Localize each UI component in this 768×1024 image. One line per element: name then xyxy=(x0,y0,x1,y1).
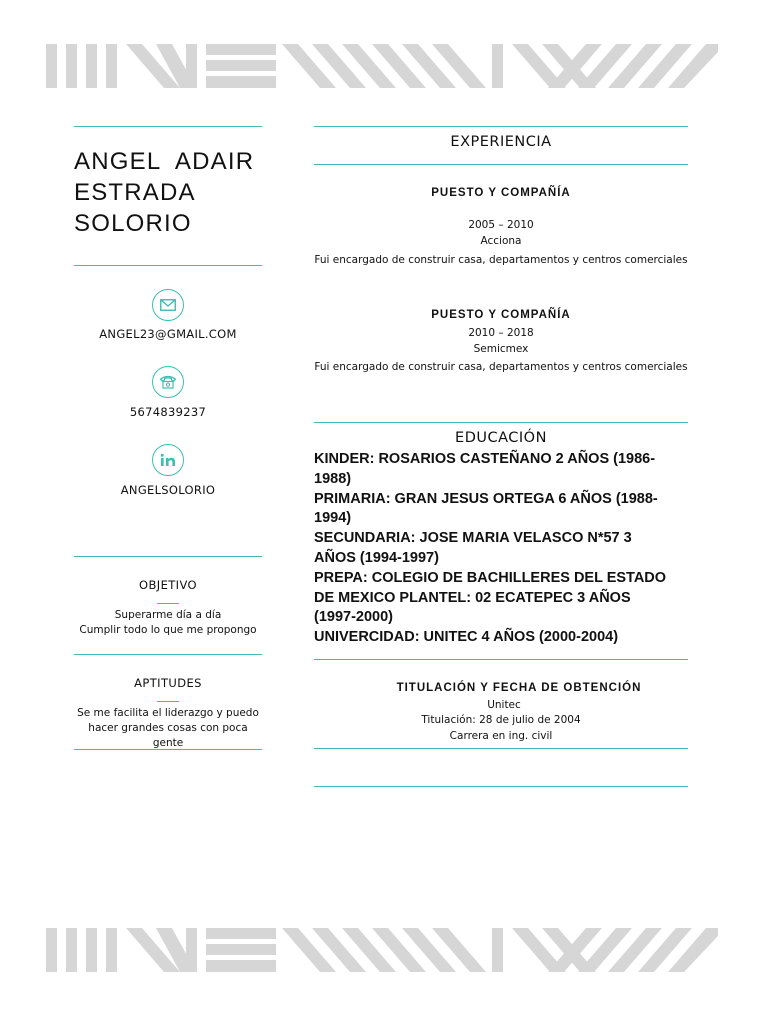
education-line: PREPA: COLEGIO DE BACHILLERES DEL ESTADO xyxy=(314,569,667,586)
degree-bottom-rule xyxy=(314,748,688,749)
objective-title: OBJETIVO xyxy=(139,578,197,592)
left-name-divider xyxy=(74,265,262,266)
name-line-3: SOLORIO xyxy=(74,210,192,237)
education-list xyxy=(314,450,694,648)
job-2-company: Semicmex xyxy=(473,343,529,355)
final-rule xyxy=(314,786,688,787)
education-line: SECUNDARIA: JOSE MARIA VELASCO N*57 3 xyxy=(314,530,632,547)
email-text[interactable]: ANGEL23@GMAIL.COM xyxy=(99,327,237,341)
education-line: UNIVERCIDAD: UNITEC 4 AÑOS (2000-2004) xyxy=(314,629,619,646)
linkedin-text[interactable]: ANGELSOLORIO xyxy=(120,483,216,497)
top-decorative-band xyxy=(46,44,718,88)
phone-text[interactable]: 5674839237 xyxy=(129,405,207,419)
top-stripes-graphic xyxy=(46,44,718,88)
phone-icon xyxy=(152,366,184,398)
left-top-divider xyxy=(74,126,262,127)
objective-accent xyxy=(157,603,179,604)
skills-title: APTITUDES xyxy=(134,676,202,690)
education-line: 1988) xyxy=(314,470,352,487)
education-line: 1994) xyxy=(314,510,352,527)
skills-accent xyxy=(157,701,179,702)
objective-text xyxy=(74,608,262,638)
job-1-title: PUESTO Y COMPAÑÍA xyxy=(431,187,571,199)
left-skills-divider xyxy=(74,749,262,750)
job-2-title: PUESTO Y COMPAÑÍA xyxy=(431,309,571,321)
experience-top-rule xyxy=(314,126,688,127)
bottom-decorative-band xyxy=(46,928,718,972)
education-top-rule xyxy=(314,422,688,423)
name-line-1: ANGEL ADAIR xyxy=(74,148,255,175)
education-title: EDUCACIÓN xyxy=(455,430,547,446)
education-line: AÑOS (1994-1997) xyxy=(314,549,439,566)
mail-icon xyxy=(152,289,184,321)
degree-date: Titulación: 28 de julio de 2004 xyxy=(421,714,581,726)
experience-title-rule xyxy=(314,164,688,165)
degree-top-rule xyxy=(314,659,688,660)
job-1-company: Acciona xyxy=(480,235,522,247)
skills-line-2: hacer grandes cosas con poca gente xyxy=(88,722,248,749)
degree-institution: Unitec xyxy=(487,699,521,711)
education-line: KINDER: ROSARIOS CASTEÑANO 2 AÑOS (1986- xyxy=(314,451,656,467)
left-contact-divider xyxy=(74,556,262,557)
name-line-2: ESTRADA xyxy=(74,179,196,206)
objective-line-2: Cumplir todo lo que me propongo xyxy=(79,624,257,636)
candidate-name xyxy=(74,146,274,239)
bottom-stripes-graphic xyxy=(46,928,718,972)
education-line: DE MEXICO PLANTEL: 02 ECATEPEC 3 AÑOS xyxy=(314,589,631,606)
job-1-years: 2005 – 2010 xyxy=(468,219,534,231)
left-objective-divider xyxy=(74,654,262,655)
job-2-years: 2010 – 2018 xyxy=(468,327,534,339)
education-line: (1997-2000) xyxy=(314,609,393,626)
objective-line-1: Superarme día a día xyxy=(114,609,222,621)
job-2-description: Fui encargado de construir casa, departamentos y centros comerciales xyxy=(314,361,688,373)
experience-title: EXPERIENCIA xyxy=(450,134,552,150)
degree-title: TITULACIÓN Y FECHA DE OBTENCIÓN xyxy=(396,682,642,694)
degree-career: Carrera en ing. civil xyxy=(449,730,553,742)
skills-line-1: Se me facilita el liderazgo y puedo xyxy=(77,707,259,719)
education-line: PRIMARIA: GRAN JESUS ORTEGA 6 AÑOS (1988- xyxy=(314,490,658,507)
skills-text xyxy=(74,706,262,751)
linkedin-icon xyxy=(152,444,184,476)
job-1-description: Fui encargado de construir casa, departamentos y centros comerciales xyxy=(314,254,688,266)
